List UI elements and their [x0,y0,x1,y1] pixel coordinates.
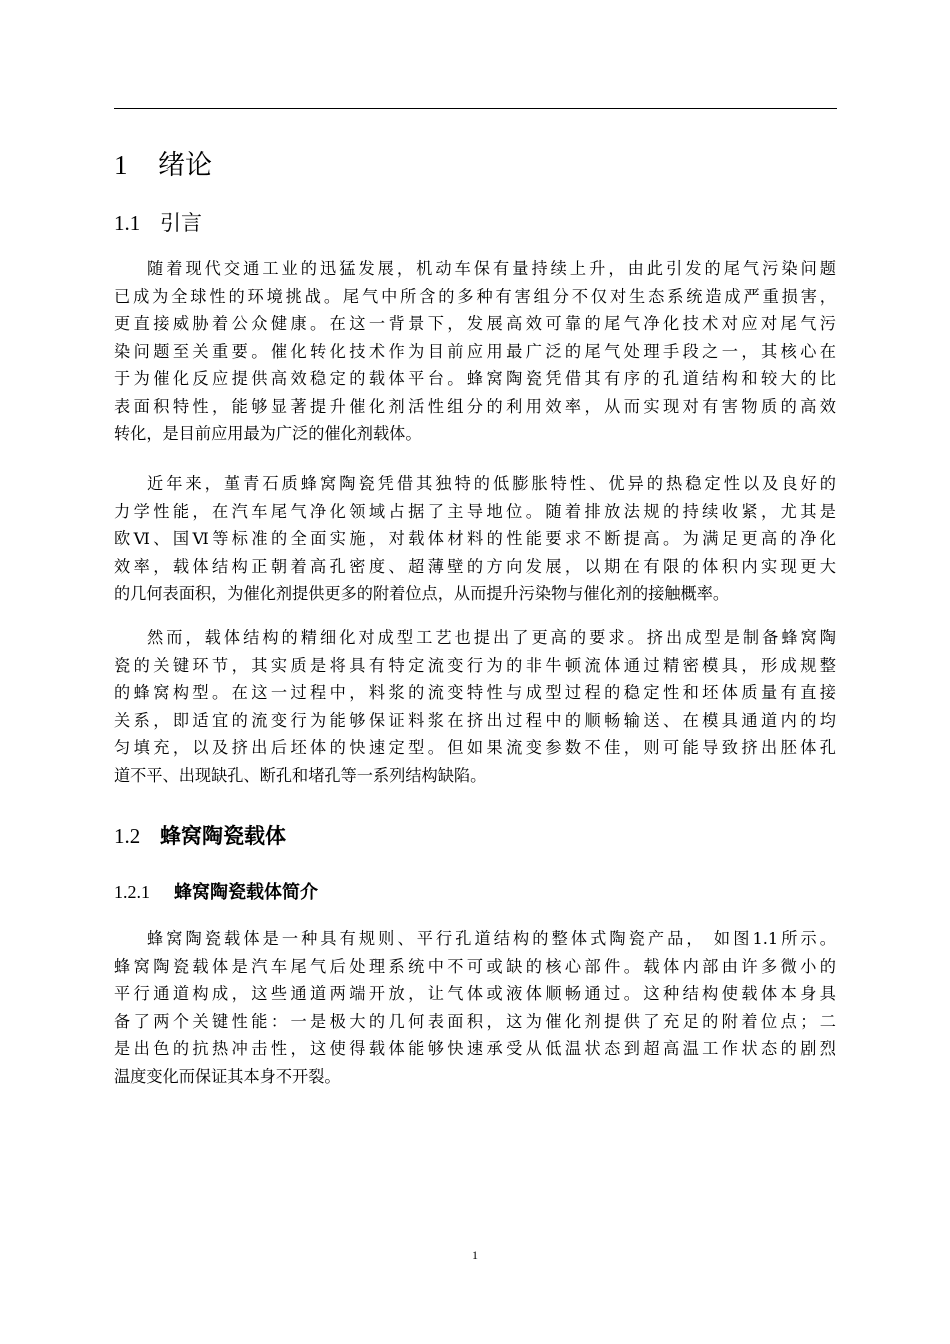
page-number: 1 [472,1248,478,1262]
paragraph-line: 表面积特性，能够显著提升催化剂活性组分的利用效率，从而实现对有害物质的高效 [114,396,836,416]
chapter-title: 绪论 [158,150,212,181]
paragraph-line: 欧Ⅵ、国Ⅵ等标准的全面实施，对载体材料的性能要求不断提高。为满足更高的净化 [114,529,836,548]
paragraph-line: 然而，载体结构的精细化对成型工艺也提出了更高的要求。挤出成型是制备蜂窝陶 [147,628,836,647]
subsection-title: 蜂窝陶瓷载体简介 [174,882,318,903]
paragraph-line: 道不平、出现缺孔、断孔和堵孔等一系列结构缺陷。 [114,765,487,785]
paragraph-line: 力学性能，在汽车尾气净化领域占据了主导地位。随着排放法规的持续收紧，尤其是 [114,501,836,521]
paragraph-2 [114,470,836,608]
paragraph-line: 蜂窝陶瓷载体是汽车尾气后处理系统中不可或缺的核心部件。载体内部由许多微小的 [114,956,836,976]
paragraph-4 [114,925,836,1090]
chapter-heading [114,147,212,184]
section-heading-1-2 [114,822,286,850]
paragraph-line: 近年来，堇青石质蜂窝陶瓷凭借其独特的低膨胀特性、优异的热稳定性以及良好的 [147,474,836,493]
paragraph-line: 转化，是目前应用最为广泛的催化剂载体。 [114,424,422,443]
section-heading-1-1 [114,209,202,237]
paragraph-line: 随着现代交通工业的迅猛发展，机动车保有量持续上升，由此引发的尾气污染问题 [147,259,836,278]
chapter-number: 1 [114,150,128,180]
paragraph-line: 的蜂窝构型。在这一过程中，料浆的流变特性与成型过程的稳定性和坯体质量有直接 [114,683,836,702]
section-number: 1.2 [114,824,141,848]
paragraph-line: 平行通道构成，这些通道两端开放，让气体或液体顺畅通过。这种结构使载体本身具 [114,984,836,1003]
paragraph-line: 匀填充，以及挤出后坯体的快速定型。但如果流变参数不佳，则可能导致挤出胚体孔 [114,738,836,757]
paragraph-line: 更直接威胁着公众健康。在这一背景下，发展高效可靠的尾气净化技术对应对尾气污 [114,314,836,333]
section-number: 1.1 [114,211,141,235]
paragraph-line: 瓷的关键环节，其实质是将具有特定流变行为的非牛顿流体通过精密模具，形成规整 [114,655,836,675]
paragraph-line: 温度变化而保证其本身不开裂。 [114,1066,341,1086]
header-rule [114,108,837,109]
paragraph-line: 于为催化反应提供高效稳定的载体平台。蜂窝陶瓷凭借其有序的孔道结构和较大的比 [114,369,836,388]
paragraph-line: 效率，载体结构正朝着高孔密度、超薄壁的方向发展，以期在有限的体积内实现更大 [114,556,836,576]
paragraph-line: 备了两个关键性能：一是极大的几何表面积，这为催化剂提供了充足的附着位点；二 [114,1011,836,1031]
subsection-heading-1-2-1 [114,879,318,906]
paragraph-line: 的几何表面积，为催化剂提供更多的附着位点，从而提升污染物与催化剂的接触概率。 [114,584,730,603]
paragraph-line: 蜂窝陶瓷载体是一种具有规则、平行孔道结构的整体式陶瓷产品， 如图1.1所示。 [147,929,836,948]
section-title: 蜂窝陶瓷载体 [160,824,286,848]
paragraph-1 [114,255,836,448]
paragraph-line: 关系，即适宜的流变行为能够保证料浆在挤出过程中的顺畅输送、在模具通道内的均 [114,710,836,730]
subsection-number: 1.2.1 [114,882,150,902]
section-title: 引言 [160,211,202,235]
paragraph-line: 是出色的抗热冲击性，这使得载体能够快速承受从低温状态到超高温工作状态的剧烈 [114,1039,836,1058]
paragraph-line: 染问题至关重要。催化转化技术作为目前应用最广泛的尾气处理手段之一，其核心在 [114,341,836,361]
paragraph-3 [114,624,836,789]
paragraph-line: 已成为全球性的环境挑战。尾气中所含的多种有害组分不仅对生态系统造成严重损害， [114,286,836,306]
